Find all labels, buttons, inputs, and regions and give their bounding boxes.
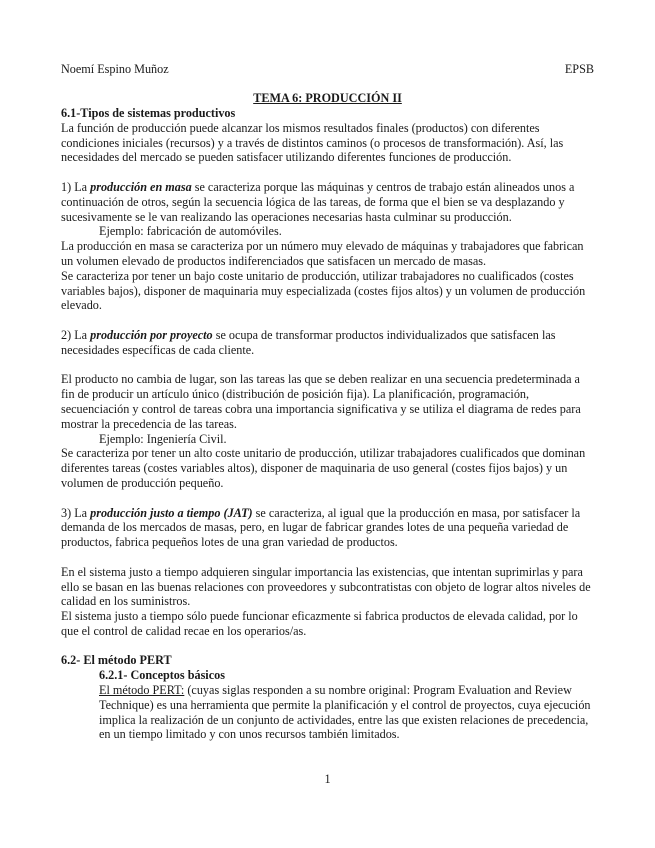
example-proyecto: Ejemplo: Ingeniería Civil.: [99, 431, 227, 446]
subsection-6-2-1: [61, 668, 594, 742]
document-title: TEMA 6: PRODUCCIÓN II: [253, 91, 402, 105]
paragraph-proyecto: 2) La producción por proyecto se ocupa de transformar productos individualizados que satisfacen las necesidades específicas de cada cliente.: [61, 327, 556, 357]
paragraph-pert: El método PERT: (cuyas siglas responden a su nombre original: Program Evaluation and Review Technique) es una herramienta que permite la planificación y el control de proyectos, cuya ejecución implica la realización de un conjunto de actividades, entre las que existen relaciones de precedencia, en un tiempo limitado y con unos recursos también limitados.: [99, 683, 591, 742]
section-heading-6-1: 6.1-Tipos de sistemas productivos: [61, 106, 236, 120]
paragraph-masa-3: Se caracteriza por tener un bajo coste unitario de producción, utilizar trabajadores no cualificados (costes variables bajos), disponer de maquinaria muy especializada (costes fijos altos) y un volumen de producción elevado.: [61, 268, 586, 313]
section-heading-6-2: 6.2- El método PERT: [61, 653, 172, 668]
subsection-heading-6-2-1: 6.2.1- Conceptos básicos: [99, 668, 225, 683]
example-masa: Ejemplo: fabricación de automóviles.: [99, 224, 282, 239]
paragraph-masa: 1) La producción en masa se caracteriza porque las máquinas y centros de trabajo están alineados unos a continuación de otros, según la secuencia lógica de las tareas, de forma que el bien se va desplazando y sucesivamente se le van realizando las operaciones necesarias hasta culminar su producción.: [61, 179, 575, 224]
term-produccion-por-proyecto: producción por proyecto: [90, 327, 213, 342]
term-produccion-justo-a-tiempo: producción justo a tiempo (JAT): [90, 505, 253, 520]
paragraph-jit-2: En el sistema justo a tiempo adquieren singular importancia las existencias, que intentan suprimirlas y para ello se basan en las buenas relaciones con proveedores y subcontratistas con objeto de lograr altos niveles de calidad en los suministros.: [61, 564, 591, 609]
paragraph-proyecto-3: Se caracteriza por tener un alto coste unitario de producción, utilizar trabajadores cualificados que dominan diferentes tareas (costes variables altos), disponer de maquinaria de uso general (costes fijos bajos) y un volumen de producción pequeño.: [61, 446, 586, 490]
document-body: [61, 106, 594, 742]
header-institution: EPSB: [564, 62, 594, 76]
paragraph-masa-2: La producción en masa se caracteriza por un número muy elevado de máquinas y trabajadores que fabrican un volumen elevado de productos indiferenciados que satisfacen un mercado de masas.: [61, 239, 584, 268]
header-author: Noemí Espino Muñoz: [61, 62, 169, 76]
paragraph-jit: 3) La producción justo a tiempo (JAT) se caracteriza, al igual que la producción en masa, por satisfacer la demanda de los mercados de masas, pero, en lugar de fabricar grandes lotes de una pequeña variedad de productos, fabrica pequeños lotes de una gran variedad de productos.: [61, 505, 581, 550]
paragraph-proyecto-2: El producto no cambia de lugar, son las tareas las que se deben realizar en una secuencia predeterminada a fin de producir un artículo único (distribución de posición fija). La planificación, programación, secuenciación y control de tareas cobra una importancia significativa y se utiliza el diagrama de redes para mostrar la precedencia de las tareas.: [61, 372, 581, 431]
term-metodo-pert: El método PERT:: [99, 683, 185, 698]
paragraph-intro: La función de producción puede alcanzar los mismos resultados finales (productos) con diferentes condiciones iniciales (recursos) y a través de distintos caminos (o procesos de transformación). Así, las necesidades del mercado se pueden satisfacer utilizando diferentes funciones de producción.: [61, 120, 564, 165]
term-produccion-en-masa: producción en masa: [90, 179, 192, 194]
paragraph-jit-3: El sistema justo a tiempo sólo puede funcionar eficazmente si fabrica productos de elevada calidad, por lo que el control de calidad recae en los operarios/as.: [61, 609, 578, 638]
page-number: 1: [324, 772, 331, 786]
